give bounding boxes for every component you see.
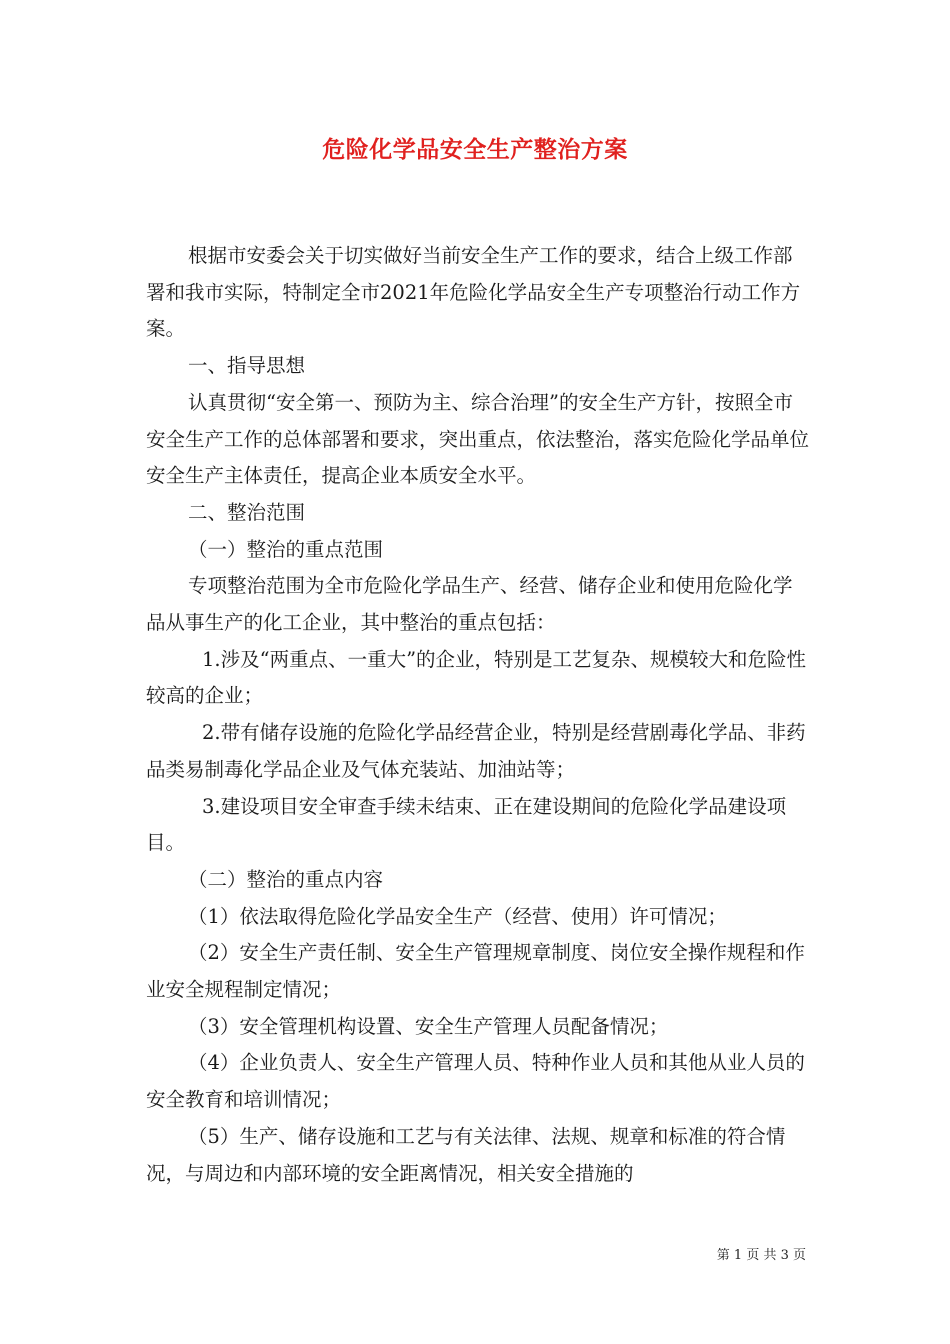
list-item-content-2: （2）安全生产责任制、安全生产管理规章制度、岗位安全操作规程和作业安全规程制定情况； — [146, 941, 805, 1002]
list-item-content-4: （4）企业负责人、安全生产管理人员、特种作业人员和其他从业人员的安全教育和培训情况； — [146, 1051, 805, 1112]
paragraph-guiding-ideology: 认真贯彻“安全第一、预防为主、综合治理”的安全生产方针，按照全市安全生产工作的总体部署和要求，突出重点，依法整治，落实危险化学品单位安全生产主体责任，提高企业本质安全水平。 — [146, 390, 810, 488]
heading-guiding-ideology: 一、指导思想 — [188, 354, 306, 378]
list-item-scope-3: 3.建设项目安全审查手续未结束、正在建设期间的危险化学品建设项目。 — [146, 794, 787, 855]
heading-scope: 二、整治范围 — [188, 500, 306, 524]
list-item-content-3: （3）安全管理机构设置、安全生产管理人员配备情况； — [188, 1014, 669, 1038]
list-item-scope-2: 2.带有储存设施的危险化学品经营企业，特别是经营剧毒化学品、非药品类易制毒化学品企业及气体充装站、加油站等； — [146, 721, 806, 781]
page-number: 第 1 页 共 3 页 — [716, 1248, 806, 1263]
list-item-scope-1: 1.涉及“两重点、一重大”的企业，特别是工艺复杂、规模较大和危险性较高的企业； — [146, 647, 807, 708]
document-body — [146, 238, 810, 1192]
list-item-content-1: （1）依法取得危险化学品安全生产（经营、使用）许可情况； — [188, 904, 727, 928]
document-title: 危险化学品安全生产整治方案 — [322, 136, 628, 163]
subheading-key-content: （二）整治的重点内容 — [188, 867, 384, 891]
list-item-content-5: （5）生产、储存设施和工艺与有关法律、法规、规章和标准的符合情况，与周边和内部环境的安全距离情况，相关安全措施的 — [146, 1124, 786, 1185]
paragraph-intro: 根据市安委会关于切实做好当前安全生产工作的要求，结合上级工作部署和我市实际，特制定全市2021年危险化学品安全生产专项整治行动工作方案。 — [146, 244, 801, 341]
subheading-key-scope: （一）整治的重点范围 — [188, 537, 384, 561]
paragraph-key-scope: 专项整治范围为全市危险化学品生产、经营、储存企业和使用危险化学品从事生产的化工企业，其中整治的重点包括： — [146, 574, 793, 635]
